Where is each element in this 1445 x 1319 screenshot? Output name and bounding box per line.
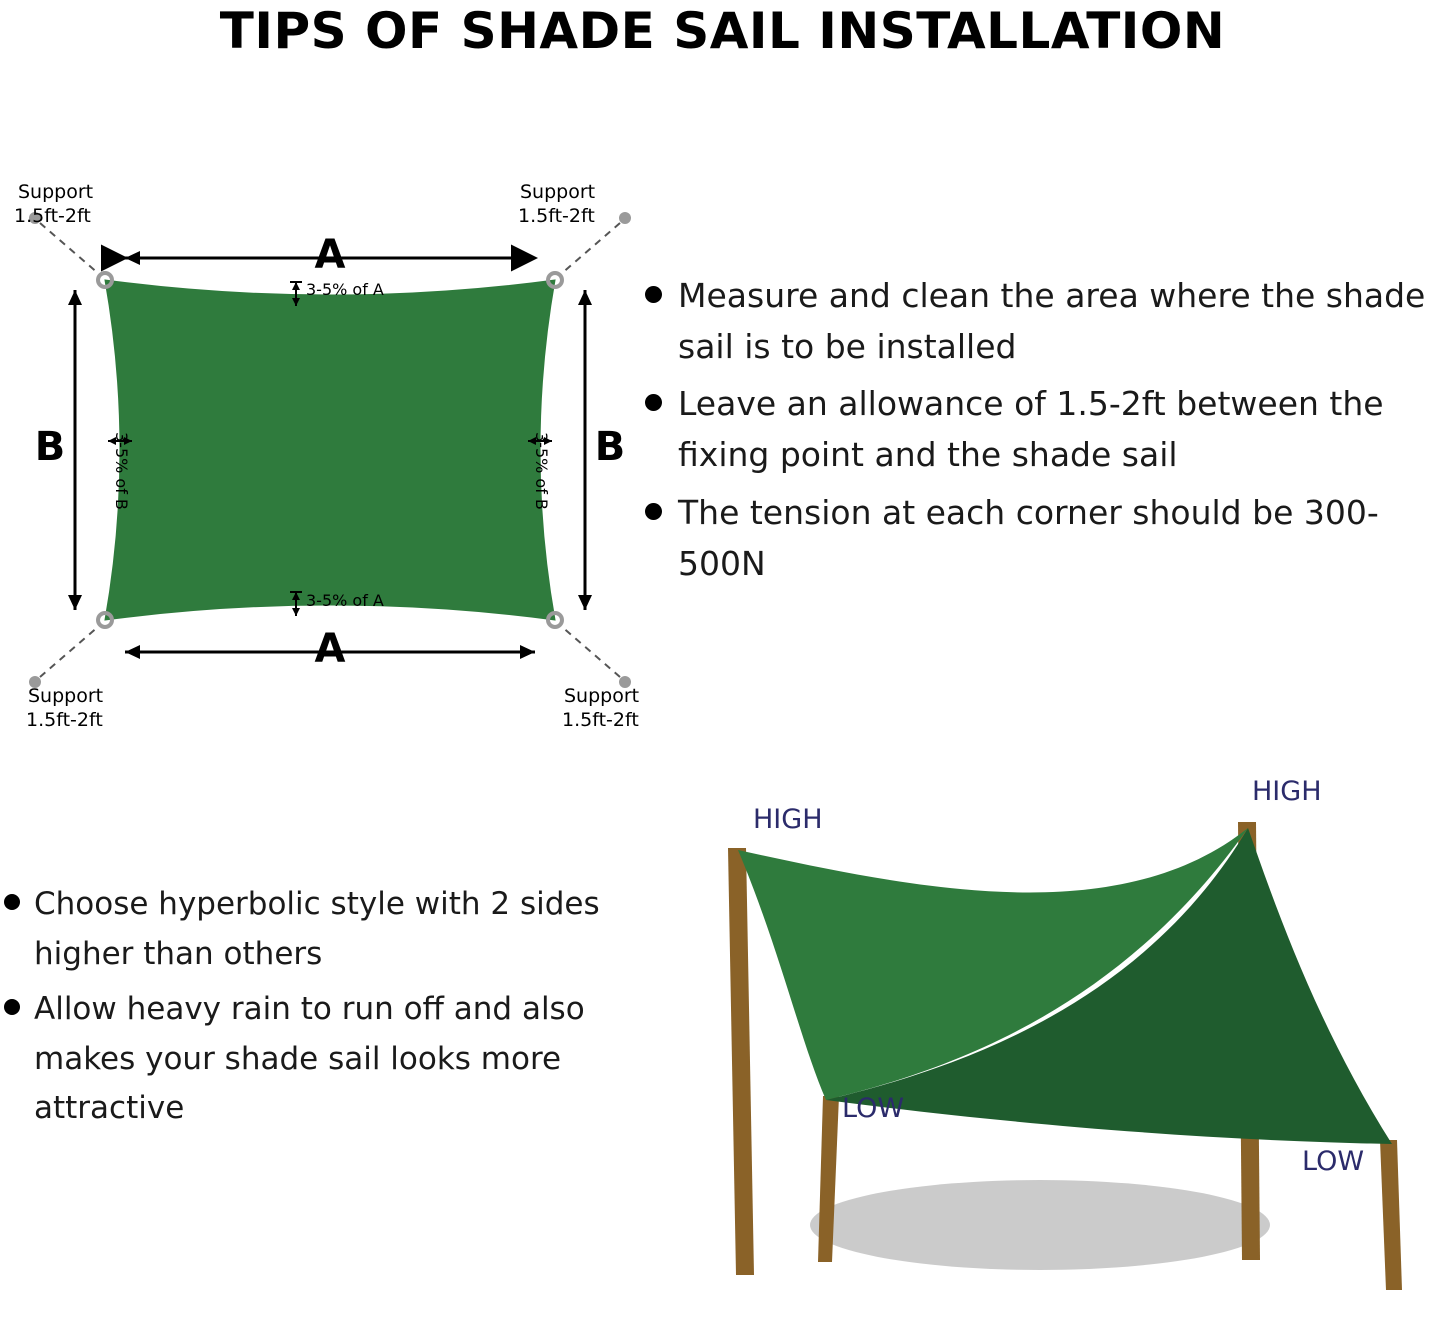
support-label-top-right-line1: Support: [520, 181, 596, 203]
list-item: [645, 378, 1445, 480]
post-low-right: [1380, 1140, 1402, 1290]
dimension-label-a-top: A: [314, 232, 346, 278]
curve-label-left: 3-5% of B: [112, 432, 131, 510]
tips-list-bottom: [0, 880, 620, 1140]
support-label-top-left-line2: 1.5ft-2ft: [14, 205, 91, 227]
support-label-top-right-line2: 1.5ft-2ft: [518, 205, 595, 227]
label-high-left: HIGH: [753, 804, 823, 835]
dimension-label-b-left: B: [34, 424, 66, 470]
support-label-bottom-right-line1: Support: [564, 685, 640, 707]
list-item: [645, 487, 1445, 589]
list-item: [645, 270, 1445, 372]
tip-text: Choose hyperbolic style with 2 sides higher than others: [34, 886, 600, 972]
bullet-dot-icon: [4, 999, 20, 1015]
support-label-bottom-right-line2: 1.5ft-2ft: [562, 709, 639, 730]
hyperbolic-sail-illustration: [620, 770, 1445, 1319]
label-low-left: LOW: [842, 1093, 905, 1124]
support-label-top-left-line1: Support: [18, 181, 94, 203]
support-label-bottom-left-line1: Support: [28, 685, 104, 707]
sail-shape: [105, 280, 555, 620]
page-title: TIPS OF SHADE SAIL INSTALLATION: [219, 2, 1226, 60]
tips-list-top: [645, 270, 1445, 595]
support-label-bottom-left-line2: 1.5ft-2ft: [26, 709, 103, 730]
tip-text: Leave an allowance of 1.5-2ft between the fixing point and the shade sail: [678, 384, 1384, 475]
curve-label-bottom: 3-5% of A: [306, 591, 384, 610]
bullet-dot-icon: [4, 894, 20, 910]
tip-text: The tension at each corner should be 300-500N: [678, 492, 1379, 583]
list-item: [0, 985, 620, 1134]
label-low-right: LOW: [1302, 1146, 1365, 1177]
list-item: [0, 880, 620, 979]
dimension-label-b-right: B: [594, 424, 626, 470]
label-high-right: HIGH: [1252, 776, 1322, 807]
post-high-left: [728, 848, 754, 1275]
shade-sail-dimension-diagram: [0, 160, 660, 730]
bullet-dot-icon: [645, 503, 662, 520]
bullet-dot-icon: [645, 286, 662, 303]
curve-label-right: 3-5% of B: [532, 432, 551, 510]
dimension-label-a-bottom: A: [314, 626, 346, 672]
tip-text: Measure and clean the area where the shade sail is to be installed: [678, 276, 1426, 367]
bullet-dot-icon: [645, 394, 662, 411]
tip-text: Allow heavy rain to run off and also makes your shade sail looks more attractive: [34, 991, 585, 1127]
curve-label-top: 3-5% of A: [306, 280, 384, 299]
